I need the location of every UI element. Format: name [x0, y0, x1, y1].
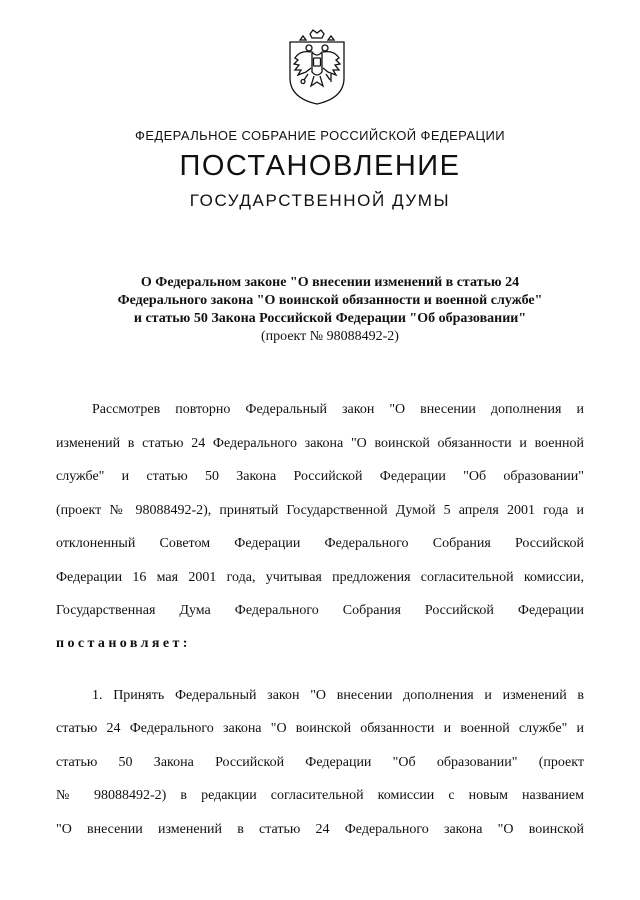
paragraph-line: 1. Принять Федеральный закон "О внесении дополнения и изменений в	[92, 688, 584, 703]
paragraph-line: Государственная Дума Федерального Собрания Российской Федерации	[56, 603, 584, 618]
issuing-body: ГОСУДАРСТВЕННОЙ ДУМЫ	[189, 191, 451, 210]
paragraph-line: Федерации 16 мая 2001 года, учитывая предложения согласительной комиссии,	[56, 570, 584, 585]
paragraph-line: (проект № 98088492-2), принятый Государственной Думой 5 апреля 2001 года и	[56, 503, 584, 518]
paragraph-line: статью 50 Закона Российской Федерации "Об образовании" (проект	[56, 755, 584, 770]
organization-title: ФЕДЕРАЛЬНОЕ СОБРАНИЕ РОССИЙСКОЙ ФЕДЕРАЦИИ	[135, 128, 505, 143]
paragraph-line: изменений в статью 24 Федерального закона "О воинской обязанности и военной	[56, 436, 584, 451]
project-number: (проект № 98088492-2)	[261, 329, 399, 344]
paragraph-line: отклоненный Советом Федерации Федерального Собрания Российской	[56, 536, 584, 551]
subject-line: Федерального закона "О воинской обязанности и военной службе"	[117, 293, 543, 308]
subject-line: О Федеральном законе "О внесении изменений в статью 24	[140, 275, 520, 290]
document-subject	[60, 274, 600, 346]
paragraph-line: № 98088492-2) в редакции согласительной комиссии с новым названием	[56, 788, 584, 803]
subject-line: и статью 50 Закона Российской Федерации "Об образовании"	[133, 311, 527, 326]
paragraph-line: Рассмотрев повторно Федеральный закон "О внесении дополнения и	[92, 402, 584, 417]
document-type: ПОСТАНОВЛЕНИЕ	[179, 150, 461, 182]
resolves-heading: постановляет:	[56, 636, 191, 651]
paragraph-line: службе" и статью 50 Закона Российской Федерации "Об образовании"	[56, 469, 584, 484]
paragraph-line: "О внесении изменений в статью 24 Федерального закона "О воинской	[56, 822, 584, 837]
paragraph-line: статью 24 Федерального закона "О воинской обязанности и военной службе" и	[56, 721, 584, 736]
coat-of-arms-icon	[282, 28, 352, 106]
